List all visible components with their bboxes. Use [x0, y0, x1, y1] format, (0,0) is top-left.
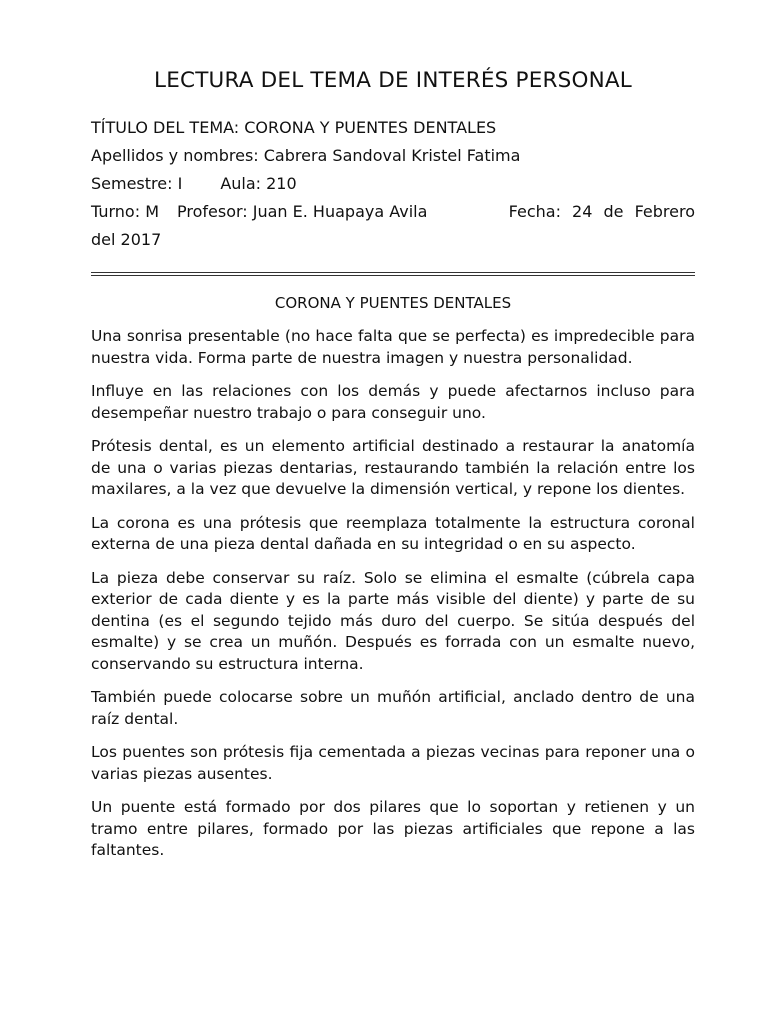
paragraph: Una sonrisa presentable (no hace falta que se perfecta) es impredecible para nuestra vida. Forma parte de nuestra imagen y nuestra personalidad.: [91, 327, 695, 367]
paragraph: Los puentes son prótesis fija cementada a piezas vecinas para reponer una o varias piezas ausentes.: [91, 743, 695, 783]
paragraph: Influye en las relaciones con los demás y puede afectarnos incluso para desempeñar nuestro trabajo o para conseguir uno.: [91, 382, 695, 422]
date-year-line: del 2017: [91, 230, 162, 249]
paragraph: La corona es una prótesis que reemplaza totalmente la estructura coronal externa de una pieza dental dañada en su integridad o en su aspecto.: [91, 513, 695, 553]
shift-line: [91, 202, 695, 222]
shift-value: Turno: M: [91, 202, 159, 221]
paragraph: Prótesis dental, es un elemento artificial destinado a restaurar la anatomía de una o varias piezas dentarias, restaurando también la relación entre los maxilares, a la vez que devuelve la dimensión vertical, y repone los dientes.: [91, 437, 695, 498]
professor-value: Profesor: Juan E. Huapaya Avila: [177, 202, 428, 221]
body-text: [91, 326, 695, 874]
date-value: Fecha: 24 de Febrero: [508, 202, 695, 221]
semester-value: Semestre: I: [91, 174, 183, 193]
paragraph: También puede colocarse sobre un muñón artificial, anclado dentro de una raíz dental.: [91, 688, 695, 728]
topic-line: TÍTULO DEL TEMA: CORONA Y PUENTES DENTALES: [91, 118, 497, 137]
semester-line: [91, 174, 695, 194]
section-title: CORONA Y PUENTES DENTALES: [274, 294, 512, 312]
student-name-line: Apellidos y nombres: Cabrera Sandoval Kristel Fatima: [91, 146, 521, 165]
paragraph: Un puente está formado por dos pilares que lo soportan y retienen y un tramo entre pilares, formado por las piezas artificiales que repone a las faltantes.: [91, 798, 695, 859]
classroom-value: Aula: 210: [220, 174, 297, 193]
document-title: LECTURA DEL TEMA DE INTERÉS PERSONAL: [154, 68, 632, 93]
header-divider: [91, 272, 695, 276]
paragraph: La pieza debe conservar su raíz. Solo se elimina el esmalte (cúbrela capa exterior de cada diente y es la parte más visible del diente) y parte de su dentina (es el segundo tejido más duro del cuerpo. Se sitúa después del esmalte) y se crea un muñón. Después es forrada con un esmalte nuevo, conservando su estructura interna.: [91, 568, 695, 673]
